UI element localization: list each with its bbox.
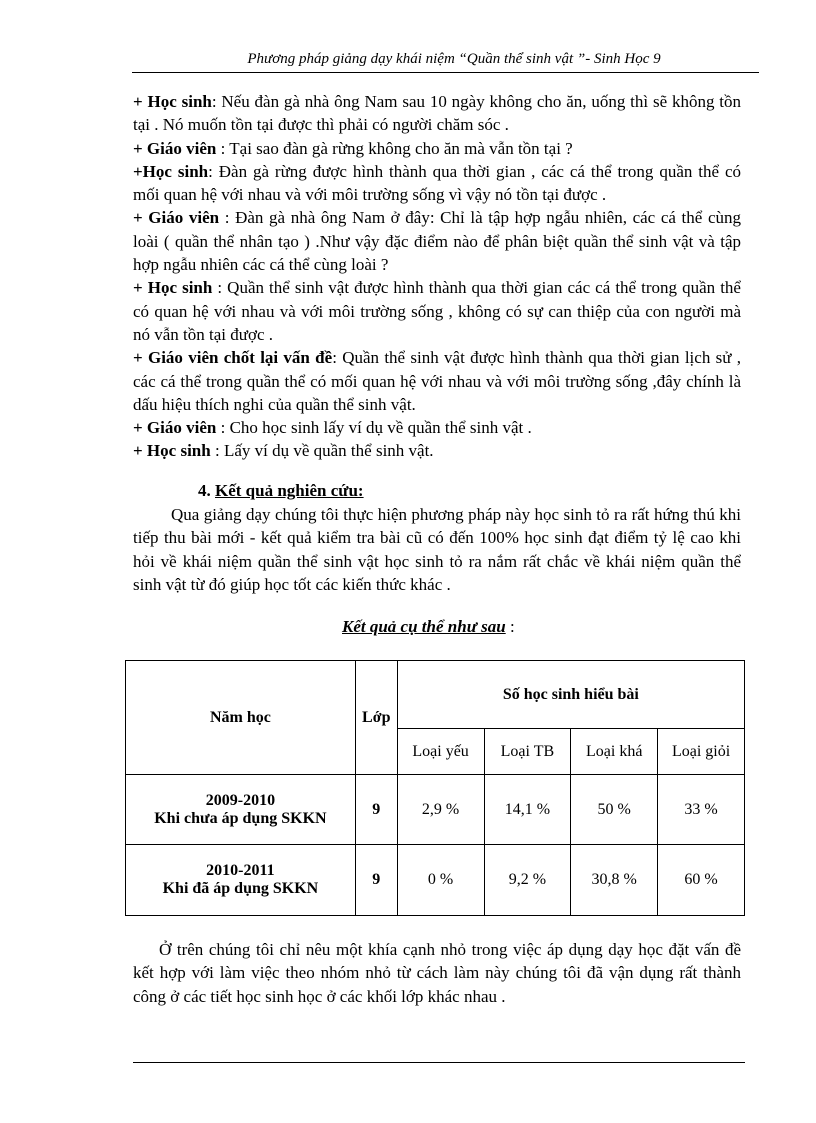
- dialogue-text: : Cho học sinh lấy ví dụ về quần thể sinh vật .: [216, 418, 532, 438]
- row-year: 2009-2010: [205, 791, 276, 809]
- table-caption-text: Kết quả cụ thể như sau: [342, 617, 506, 636]
- dialogue-line: [133, 276, 741, 346]
- dialogue-text: : Tại sao đàn gà rừng không cho ăn mà vẫn tồn tại ?: [216, 138, 573, 158]
- row-note: Khi đã áp dụng SKKN: [162, 880, 319, 897]
- row-year-cell: [126, 775, 356, 845]
- row-year: 2010-2011: [206, 862, 275, 879]
- row-value-average: 9,2 %: [484, 845, 571, 916]
- row-class: 9: [355, 775, 397, 845]
- footer-divider: [133, 1062, 745, 1063]
- speaker-label: + Giáo viên: [133, 418, 217, 438]
- table-row: [126, 775, 745, 845]
- dialogue-text: : Quần thể sinh vật được hình thành qua thời gian lịch sử , các cá thể trong quần thể có mối quan hệ với nhau và với môi trường sống ,đây chính là dấu hiệu thích nghi của quần thể sinh vật.: [133, 348, 741, 414]
- header-understanding: Số học sinh hiểu bài: [397, 661, 744, 729]
- dialogue-line: [133, 90, 741, 137]
- row-value-excellent: 60 %: [658, 845, 745, 916]
- speaker-label: + Giáo viên: [133, 208, 220, 228]
- results-paragraph: Qua giảng dạy chúng tôi thực hiện phương pháp này học sinh tỏ ra rất hứng thú khi tiếp thu bài mới - kết quả kiểm tra bài cũ có đến 100% học sinh đạt điểm tỷ lệ cao khi hỏi về khái niệm quần thể sinh vật học sinh tỏ ra nắm rất chắc về khái niệm quần thể sinh vật từ đó giúp học tốt các kiến thức khác .: [133, 505, 741, 594]
- row-value-excellent: 33 %: [658, 775, 745, 845]
- page-header-title: Phương pháp giảng dạy khái niệm “Quần thể sinh vật ”- Sinh Học 9: [247, 51, 661, 67]
- dialogue-block: [133, 90, 741, 463]
- header-good: Loại khá: [571, 729, 658, 775]
- dialogue-text: : Đàn gà rừng được hình thành qua thời gian , các cá thể trong quần thể có mối quan hệ với nhau và với môi trường sống vì vậy nó tồn tại được .: [133, 161, 741, 205]
- speaker-label: + Học sinh: [133, 278, 213, 298]
- row-value-weak: 2,9 %: [397, 775, 484, 845]
- dialogue-line: [133, 206, 741, 276]
- dialogue-text: : Lấy ví dụ về quần thể sinh vật.: [210, 441, 434, 461]
- dialogue-line: [133, 439, 741, 462]
- speaker-label: + Giáo viên chốt lại vấn đề: [133, 348, 333, 368]
- row-value-good: 50 %: [571, 775, 658, 845]
- table-row: [126, 845, 745, 916]
- row-value-good: 30,8 %: [571, 845, 658, 916]
- table-caption-suffix: :: [505, 617, 515, 636]
- dialogue-line: [133, 160, 741, 207]
- section-title: Kết quả nghiên cứu:: [215, 481, 364, 500]
- speaker-label: + Giáo viên: [133, 138, 217, 158]
- row-note: Khi chưa áp dụng SKKN: [154, 809, 327, 827]
- header-year: Năm học: [126, 661, 356, 775]
- dialogue-line: [133, 137, 741, 160]
- closing-paragraph: Ở trên chúng tôi chỉ nêu một khía cạnh nhỏ trong việc áp dụng dạy học đặt vấn đề kết hợp với làm việc theo nhóm nhỏ từ cách làm này chúng tôi đã vận dụng rất thành công ở các tiết học sinh học ở các khối lớp khác nhau .: [133, 940, 741, 1006]
- section-number: 4.: [198, 481, 211, 500]
- dialogue-text: : Nếu đàn gà nhà ông Nam sau 10 ngày không cho ăn, uống thì sẽ không tồn tại . Nó muốn tồn tại được thì phải có người chăm sóc .: [133, 92, 741, 135]
- header-weak: Loại yếu: [397, 729, 484, 775]
- results-table: [125, 660, 745, 916]
- speaker-label: + Học sinh: [133, 92, 212, 111]
- dialogue-line: [133, 416, 741, 439]
- speaker-label: + Học sinh: [133, 441, 211, 461]
- header-divider: [132, 72, 759, 73]
- header-excellent: Loại giỏi: [658, 729, 745, 775]
- table-caption: [342, 617, 515, 637]
- header-average: Loại TB: [484, 729, 571, 775]
- row-year-cell: [126, 845, 356, 916]
- header-class: Lớp: [355, 661, 397, 775]
- dialogue-line: [133, 346, 741, 416]
- row-value-average: 14,1 %: [484, 775, 571, 845]
- speaker-label: +Học sinh: [133, 161, 209, 181]
- row-class: 9: [355, 845, 397, 916]
- row-value-weak: 0 %: [397, 845, 484, 916]
- dialogue-text: : Đàn gà nhà ông Nam ở đây: Chỉ là tập hợp ngẫu nhiên, các cá thể cùng loài ( quần thể nhân tạo ) .Như vậy đặc điểm nào để phân biệt quần thể sinh vật và tập hợp ngẫu nhiên các cá thể cùng loài ?: [133, 208, 741, 275]
- section-heading: [198, 481, 364, 501]
- dialogue-text: : Quần thể sinh vật được hình thành qua thời gian các cá thể trong quần thể có quan hệ với nhau và với môi trường sống , không có sự can thiệp của con người mà nó vẫn tồn tại được .: [133, 278, 741, 344]
